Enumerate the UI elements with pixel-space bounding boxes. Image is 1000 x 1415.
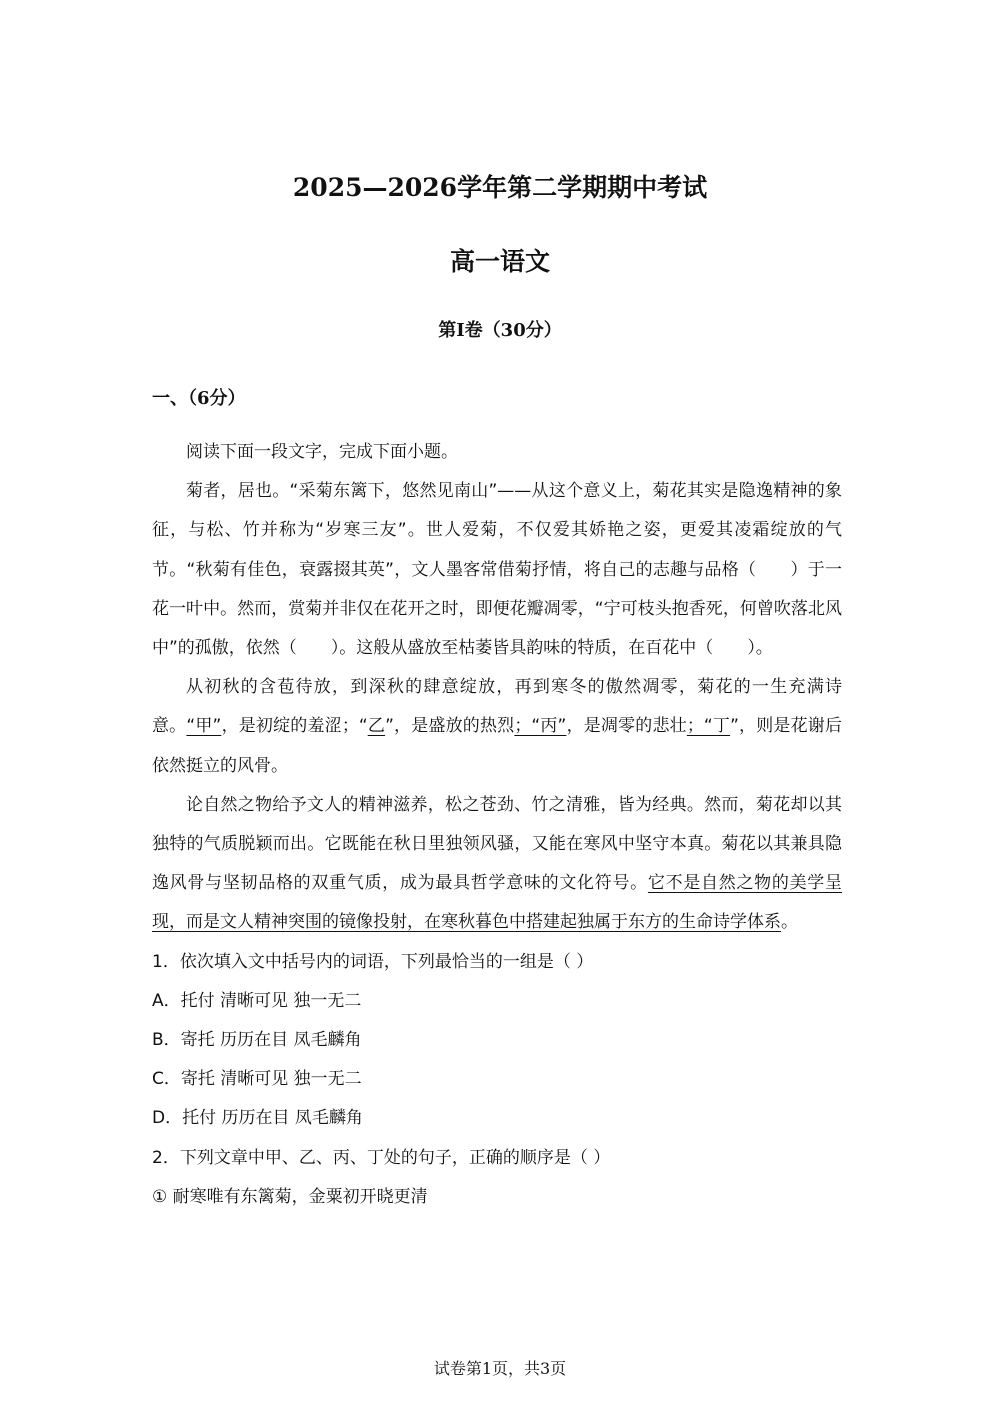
question-1-option-b: B．寄托 历历在目 凤毛麟角 <box>152 1030 362 1051</box>
question-1: 1．依次填入文中括号内的词语，下列最恰当的一组是（ ） <box>152 951 594 972</box>
reading-instruction: 阅读下面一段文字，完成下面小题。 <box>186 442 458 462</box>
volume-heading: 第Ⅰ卷（30分） <box>438 320 562 341</box>
underlined-sentence: 它不是自然之物的美学呈现，而是文人精神突围的镜像投射，在寒秋暮色中搭建起独属于东方的生命诗学体系 <box>152 873 843 933</box>
question-2: 2．下列文章中甲、乙、丙、丁处的句子，正确的顺序是（ ） <box>152 1147 611 1168</box>
subject-title: 高一语文 <box>449 247 550 276</box>
question-1-option-d: D．托付 历历在目 凤毛麟角 <box>152 1108 363 1129</box>
passage-paragraph-1: 菊者，居也。“采菊东篱下，悠然见南山”——从这个意义上，菊花其实是隐逸精神的象征，与松、竹并称为“岁寒三友”。世人爱菊，不仅爱其娇艳之姿，更爱其凌霜绽放的气节。“秋菊有佳色，衰露掇其英”，文人墨客常借菊抒情，将自己的志趣与品格（ ）于一花一叶中。然而，赏菊并非仅在花开之时，即便花瓣凋零，“宁可枝头抱香死，何曾吹落北风中”的孤傲，依然（ ）。这般从盛放至枯萎皆具韵味的特质，在百花中（ ）。 <box>152 481 843 659</box>
blank-bing: ；“丙” <box>514 716 567 737</box>
section-heading: 一、（6分） <box>152 388 246 409</box>
passage-paragraph-3: 论自然之物给予文人的精神滋养，松之苍劲、竹之清雅，皆为经典。然而，菊花却以其独特的气质脱颖而出。它既能在秋日里独领风骚，又能在寒风中坚守本真。菊花以其兼具隐逸风骨与坚韧品格的双重气质，成为最具哲学意味的文化符号。它不是自然之物的美学呈现，而是文人精神突围的镜像投射，在寒秋暮色中搭建起独属于东方的生命诗学体系。 <box>152 794 843 933</box>
page-footer: 试卷第1页，共3页 <box>433 1359 567 1378</box>
exam-body <box>152 433 842 1217</box>
question-1-option-a: A．托付 清晰可见 独一无二 <box>152 990 362 1011</box>
passage-paragraph-2: 从初秋的含苞待放，到深秋的肆意绽放，再到寒冬的傲然凋零，菊花的一生充满诗意。“甲”，是初绽的羞涩；“乙”，是盛放的热烈；“丙”，是凋零的悲壮；“丁”，则是花谢后依然挺立的风骨。 <box>152 677 842 776</box>
exam-title: 2025—2026学年第二学期期中考试 <box>292 173 708 202</box>
question-1-option-c: C．寄托 清晰可见 独一无二 <box>152 1069 362 1090</box>
blank-jia: “甲” <box>186 716 222 737</box>
question-2-item-1: ① 耐寒唯有东篱菊，金粟初开晓更清 <box>152 1186 428 1207</box>
blank-yi: 乙 <box>367 716 386 737</box>
blank-ding: ；“丁 <box>686 716 731 737</box>
